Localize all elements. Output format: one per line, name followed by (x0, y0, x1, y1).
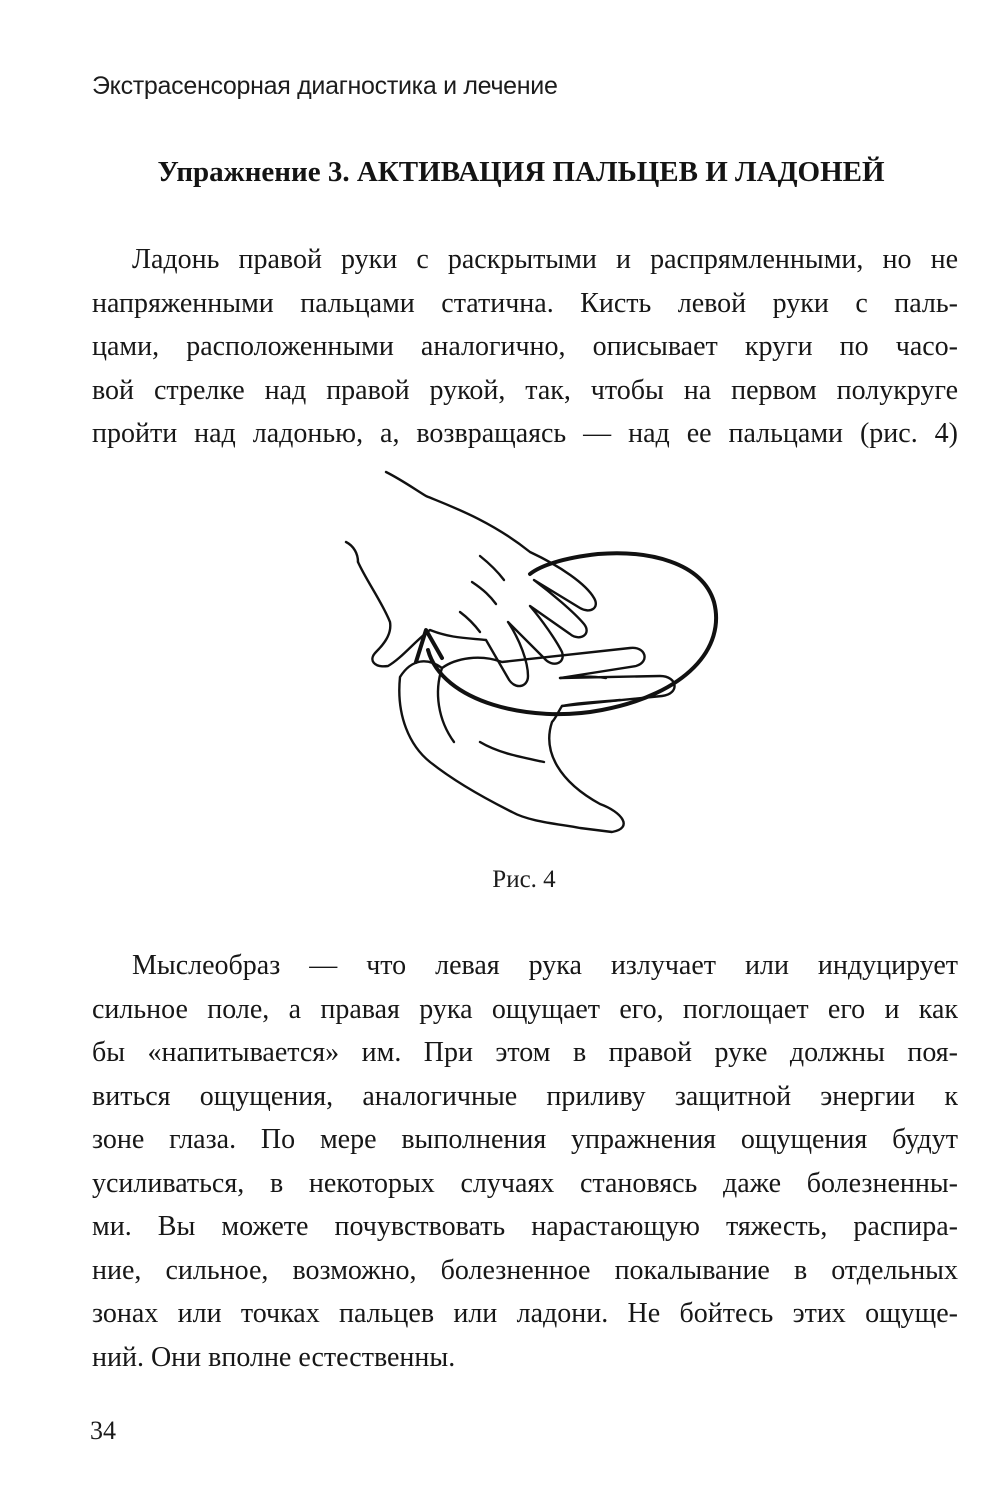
running-header: Экстрасенсорная диагностика и лечение (92, 72, 558, 100)
paragraph-line: вой стрелке над правой рукой, так, чтобы на первом полукруге (92, 374, 958, 406)
paragraph-line: виться ощущения, аналогичные приливу защитной энергии к (92, 1080, 958, 1112)
left-hand-outline (358, 472, 596, 686)
right-hand-crease (562, 700, 620, 706)
left-hand-knuckle (472, 582, 496, 604)
page-number: 34 (90, 1416, 116, 1445)
paragraph-2 (92, 944, 958, 1379)
paragraph-line: сильное поле, а правая рука ощущает его, поглощает его и как (92, 993, 958, 1025)
paragraph-line: зонах или точках пальцев или ладони. Не бойтесь этих ощуще- (92, 1298, 958, 1329)
paragraph-line: Ладонь правой руки с раскрытыми и распрямленными, но не (132, 244, 958, 275)
paragraph-line: ми. Вы можете почувствовать нарастающую тяжесть, распира- (92, 1211, 958, 1242)
paragraph-line: цами, расположенными аналогично, описывает круги по часо- (92, 331, 958, 362)
figure-caption: Рис. 4 (492, 866, 556, 893)
left-hand-wrist (346, 542, 358, 562)
paragraph-1 (92, 238, 958, 456)
hands-illustration (330, 462, 730, 852)
paragraph-line: зоне глаза. По мере выполнения упражнения ощущения будут (92, 1124, 958, 1155)
paragraph-line: пройти над ладонью, а, возвращаясь — над ее пальцами (рис. 4) (92, 418, 958, 449)
paragraph-line: ний. Они вполне естественны. (92, 1341, 456, 1373)
paragraph-line: Мыслеобраз — что левая рука излучает или индуцирует (132, 950, 958, 981)
left-hand-knuckle (460, 612, 480, 632)
exercise-title: Упражнение 3. АКТИВАЦИЯ ПАЛЬЦЕВ И ЛАДОНЕЙ (157, 156, 885, 188)
hands-drawing (330, 462, 730, 852)
paragraph-line: усиливаться, в некоторых случаях становясь даже болезненны- (92, 1167, 958, 1199)
right-hand-crease (480, 742, 544, 762)
paragraph-line: напряженными пальцами статична. Кисть левой руки с паль- (92, 287, 958, 319)
paragraph-line: ние, сильное, возможно, болезненное покалывание в отдельных (92, 1254, 958, 1286)
paragraph-line: бы «напитывается» им. При этом в правой руке должны поя- (92, 1037, 958, 1068)
left-hand-knuckle (480, 556, 504, 580)
